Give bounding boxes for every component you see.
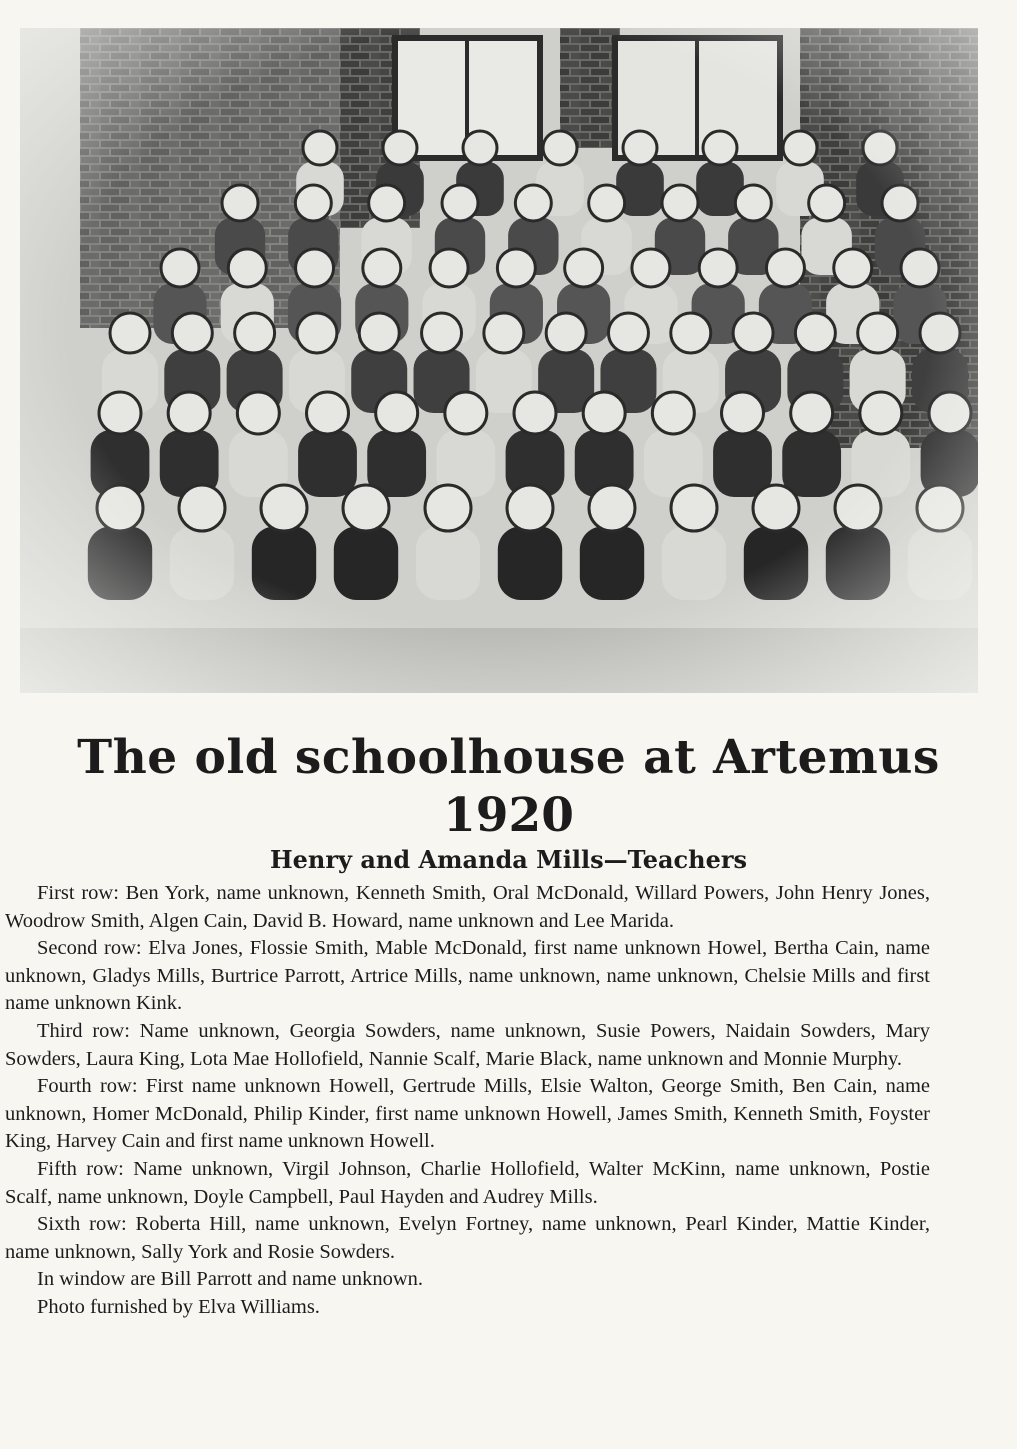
caption-paragraph-fourth-row: Fourth row: First name unknown Howell, Gertrude Mills, Elsie Walton, George Smith, Ben Cain, name unknown, Homer McDonald, Philip Kinder, first name unknown Howell, James Smith, Kenneth Smith, Foyster King, Harvey Cain and first name unknown Howell. bbox=[5, 1075, 930, 1153]
caption-paragraph-second-row: Second row: Elva Jones, Flossie Smith, Mable McDonald, first name unknown Howel, Bertha Cain, name unknown, Gladys Mills, Burtrice Parrott, Artrice Mills, name unknown, name unknown, Chelsie Mills and first name unknown Kink. bbox=[5, 937, 930, 1015]
caption-photo-credit: Photo furnished by Elva Williams. bbox=[37, 1295, 320, 1318]
caption-paragraph-first-row: First row: Ben York, name unknown, Kenneth Smith, Oral McDonald, Willard Powers, John Henry Jones, Woodrow Smith, Algen Cain, David B. Howard, name unknown and Lee Marida. bbox=[5, 882, 930, 932]
group-photo bbox=[20, 28, 978, 693]
article-year: 1920 bbox=[443, 788, 574, 843]
caption-window-note: In window are Bill Parrott and name unknown. bbox=[37, 1268, 424, 1291]
photo-caption bbox=[5, 880, 930, 1322]
caption-paragraph-sixth-row: Sixth row: Roberta Hill, name unknown, Evelyn Fortney, name unknown, Pearl Kinder, Mattie Kinder, name unknown, Sally York and Rosie Sowders. bbox=[5, 1213, 930, 1263]
caption-paragraph-fifth-row: Fifth row: Name unknown, Virgil Johnson, Charlie Hollofield, Walter McKinn, name unknown, Postie Scalf, name unknown, Doyle Campbell, Paul Hayden and Audrey Mills. bbox=[5, 1157, 930, 1208]
article-title: The old schoolhouse at Artemus bbox=[77, 730, 940, 785]
caption-paragraph-third-row: Third row: Name unknown, Georgia Sowders, name unknown, Susie Powers, Naidain Sowders, Mary Sowders, Laura King, Lota Mae Hollofield, Nannie Scalf, Marie Black, name unknown and Monnie Murphy. bbox=[5, 1019, 930, 1070]
article-subtitle: Henry and Amanda Mills—Teachers bbox=[269, 845, 748, 874]
group-photo-icon bbox=[20, 28, 978, 693]
